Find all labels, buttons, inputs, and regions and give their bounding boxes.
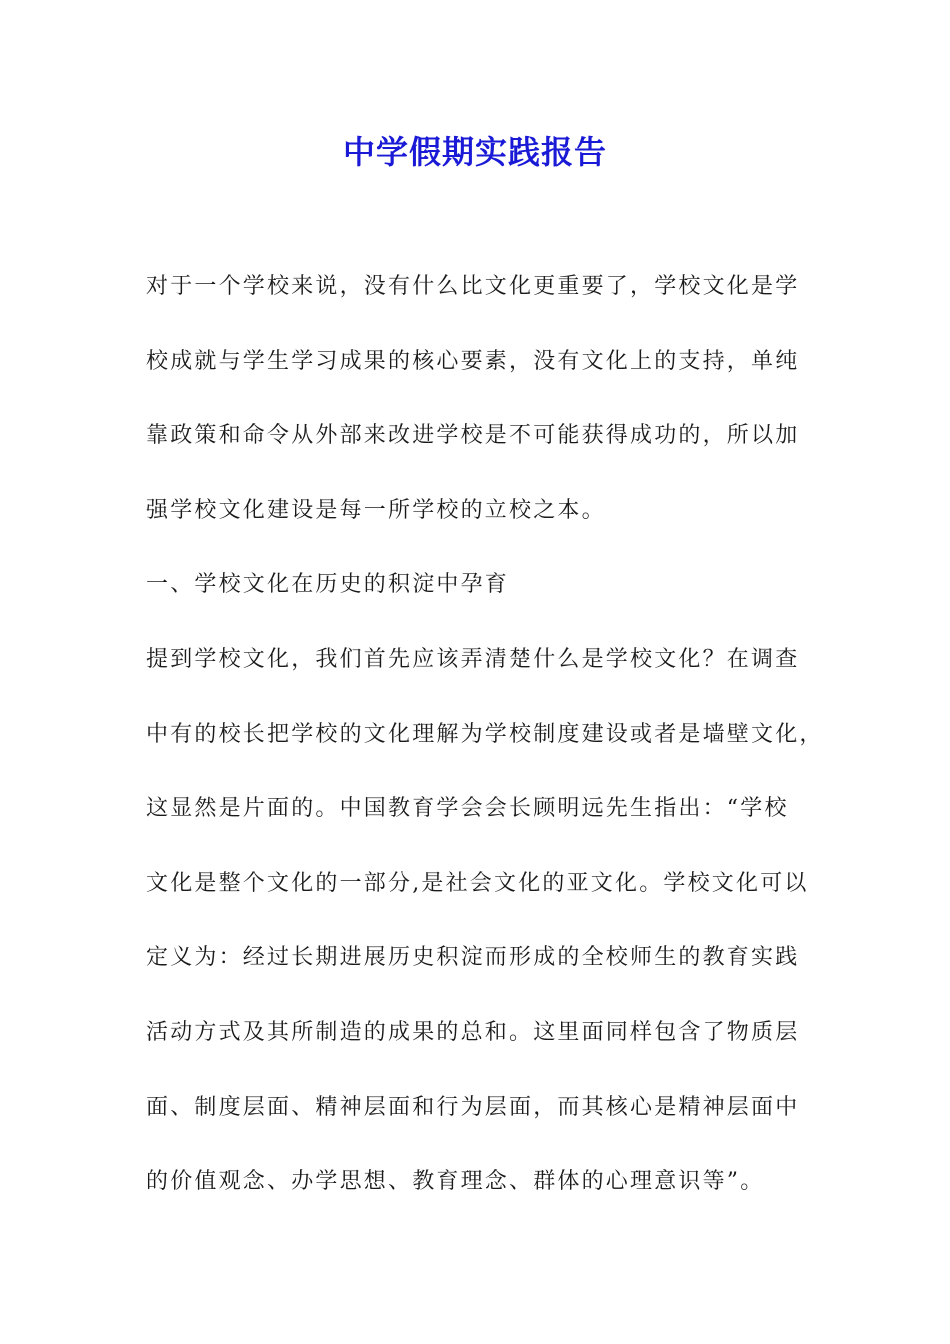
text-line: 提到学校文化，我们首先应该弄清楚什么是学校文化？在调查 (146, 646, 800, 672)
document-body (146, 250, 824, 1220)
text-line: 校成就与学生学习成果的核心要素，没有文化上的支持，单纯 (146, 348, 800, 374)
text-line: 靠政策和命令从外部来改进学校是不可能获得成功的，所以加 (146, 423, 800, 449)
text-line: 中有的校长把学校的文化理解为学校制度建设或者是墙壁文化， (146, 721, 824, 747)
text-line: 的价值观念、办学思想、教育理念、群体的心理意识等”。 (146, 1169, 765, 1195)
section-heading: 一、学校文化在历史的积淀中孕育 (146, 572, 510, 598)
text-line: 这显然是片面的。中国教育学会会长顾明远先生指出：“学校 (146, 796, 789, 822)
text-line: 活动方式及其所制造的成果的总和。这里面同样包含了物质层 (146, 1019, 800, 1045)
text-line: 强学校文化建设是每一所学校的立校之本。 (146, 497, 606, 523)
text-line: 面、制度层面、精神层面和行为层面，而其核心是精神层面中 (146, 1094, 800, 1120)
text-line: 文化是整个文化的一部分,是社会文化的亚文化。学校文化可以 (146, 870, 809, 896)
text-line: 对于一个学校来说，没有什么比文化更重要了，学校文化是学 (146, 274, 800, 299)
text-line: 定义为：经过长期进展历史积淀而形成的全校师生的教育实践 (146, 945, 800, 971)
page-title: 中学假期实践报告 (342, 133, 607, 171)
